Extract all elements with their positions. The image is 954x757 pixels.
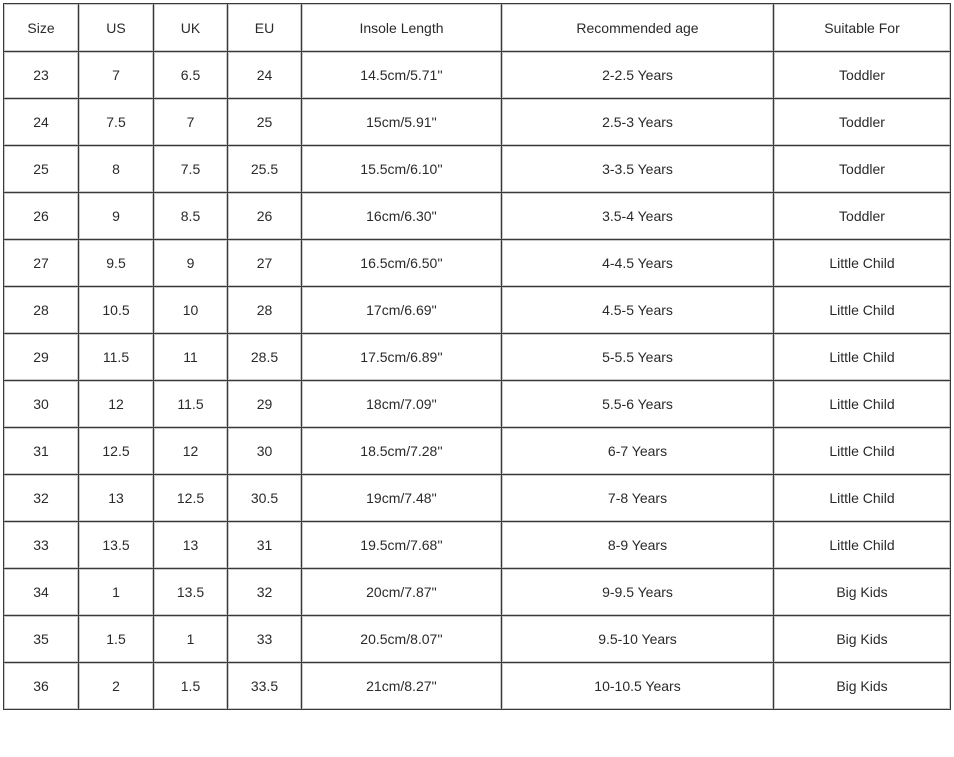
table-row: [4, 52, 951, 99]
cell-size: 26: [4, 193, 79, 240]
cell-recommended-age: 5.5-6 Years: [502, 381, 774, 428]
cell-suitable-for: Big Kids: [774, 569, 951, 616]
cell-us: 13.5: [79, 522, 154, 569]
cell-eu: 28.5: [228, 334, 302, 381]
cell-us: 12.5: [79, 428, 154, 475]
cell-eu: 24: [228, 52, 302, 99]
cell-recommended-age: 2-2.5 Years: [502, 52, 774, 99]
cell-insole-length: 16.5cm/6.50'': [302, 240, 502, 287]
cell-uk: 7: [154, 99, 228, 146]
cell-us: 8: [79, 146, 154, 193]
cell-us: 2: [79, 663, 154, 710]
cell-us: 1.5: [79, 616, 154, 663]
cell-size: 25: [4, 146, 79, 193]
header-insole-length: Insole Length: [302, 4, 502, 52]
cell-suitable-for: Little Child: [774, 475, 951, 522]
cell-uk: 11: [154, 334, 228, 381]
table-header: [4, 4, 951, 52]
cell-recommended-age: 5-5.5 Years: [502, 334, 774, 381]
table-row: [4, 663, 951, 710]
cell-suitable-for: Toddler: [774, 99, 951, 146]
table-row: [4, 193, 951, 240]
cell-us: 11.5: [79, 334, 154, 381]
cell-us: 9: [79, 193, 154, 240]
cell-insole-length: 19.5cm/7.68'': [302, 522, 502, 569]
cell-insole-length: 20.5cm/8.07'': [302, 616, 502, 663]
cell-recommended-age: 10-10.5 Years: [502, 663, 774, 710]
table-row: [4, 569, 951, 616]
cell-insole-length: 15cm/5.91'': [302, 99, 502, 146]
header-uk: UK: [154, 4, 228, 52]
cell-insole-length: 21cm/8.27'': [302, 663, 502, 710]
header-row: [4, 4, 951, 52]
cell-suitable-for: Toddler: [774, 52, 951, 99]
cell-insole-length: 20cm/7.87'': [302, 569, 502, 616]
table-row: [4, 475, 951, 522]
cell-us: 1: [79, 569, 154, 616]
cell-uk: 6.5: [154, 52, 228, 99]
table-row: [4, 287, 951, 334]
cell-eu: 31: [228, 522, 302, 569]
size-chart-table: [3, 3, 951, 710]
cell-size: 36: [4, 663, 79, 710]
cell-us: 9.5: [79, 240, 154, 287]
cell-recommended-age: 3-3.5 Years: [502, 146, 774, 193]
cell-recommended-age: 3.5-4 Years: [502, 193, 774, 240]
table-row: [4, 146, 951, 193]
cell-insole-length: 18cm/7.09'': [302, 381, 502, 428]
cell-recommended-age: 2.5-3 Years: [502, 99, 774, 146]
cell-eu: 26: [228, 193, 302, 240]
cell-recommended-age: 4-4.5 Years: [502, 240, 774, 287]
cell-suitable-for: Big Kids: [774, 663, 951, 710]
cell-insole-length: 17.5cm/6.89'': [302, 334, 502, 381]
cell-size: 28: [4, 287, 79, 334]
cell-us: 7.5: [79, 99, 154, 146]
header-us: US: [79, 4, 154, 52]
cell-eu: 30.5: [228, 475, 302, 522]
cell-uk: 1: [154, 616, 228, 663]
cell-suitable-for: Little Child: [774, 334, 951, 381]
cell-uk: 1.5: [154, 663, 228, 710]
cell-us: 7: [79, 52, 154, 99]
cell-uk: 13.5: [154, 569, 228, 616]
cell-eu: 33.5: [228, 663, 302, 710]
cell-uk: 13: [154, 522, 228, 569]
cell-recommended-age: 9-9.5 Years: [502, 569, 774, 616]
header-recommended-age: Recommended age: [502, 4, 774, 52]
table-row: [4, 334, 951, 381]
cell-insole-length: 15.5cm/6.10'': [302, 146, 502, 193]
table-row: [4, 428, 951, 475]
cell-uk: 11.5: [154, 381, 228, 428]
cell-uk: 12: [154, 428, 228, 475]
cell-size: 30: [4, 381, 79, 428]
cell-size: 32: [4, 475, 79, 522]
cell-uk: 10: [154, 287, 228, 334]
cell-recommended-age: 4.5-5 Years: [502, 287, 774, 334]
header-eu: EU: [228, 4, 302, 52]
cell-suitable-for: Big Kids: [774, 616, 951, 663]
cell-size: 23: [4, 52, 79, 99]
cell-insole-length: 17cm/6.69'': [302, 287, 502, 334]
cell-suitable-for: Little Child: [774, 381, 951, 428]
table-row: [4, 99, 951, 146]
cell-suitable-for: Toddler: [774, 146, 951, 193]
cell-recommended-age: 7-8 Years: [502, 475, 774, 522]
cell-insole-length: 18.5cm/7.28'': [302, 428, 502, 475]
cell-recommended-age: 6-7 Years: [502, 428, 774, 475]
header-suitable-for: Suitable For: [774, 4, 951, 52]
cell-eu: 32: [228, 569, 302, 616]
cell-insole-length: 19cm/7.48'': [302, 475, 502, 522]
cell-eu: 27: [228, 240, 302, 287]
header-size: Size: [4, 4, 79, 52]
cell-eu: 30: [228, 428, 302, 475]
cell-size: 35: [4, 616, 79, 663]
cell-us: 12: [79, 381, 154, 428]
table-row: [4, 616, 951, 663]
cell-us: 10.5: [79, 287, 154, 334]
table-body: [4, 52, 951, 710]
cell-recommended-age: 8-9 Years: [502, 522, 774, 569]
cell-suitable-for: Toddler: [774, 193, 951, 240]
cell-suitable-for: Little Child: [774, 240, 951, 287]
cell-suitable-for: Little Child: [774, 522, 951, 569]
cell-size: 31: [4, 428, 79, 475]
cell-size: 33: [4, 522, 79, 569]
cell-uk: 12.5: [154, 475, 228, 522]
cell-eu: 25.5: [228, 146, 302, 193]
table-row: [4, 381, 951, 428]
cell-insole-length: 16cm/6.30'': [302, 193, 502, 240]
table-row: [4, 240, 951, 287]
cell-insole-length: 14.5cm/5.71'': [302, 52, 502, 99]
cell-eu: 25: [228, 99, 302, 146]
cell-uk: 8.5: [154, 193, 228, 240]
table-row: [4, 522, 951, 569]
cell-eu: 28: [228, 287, 302, 334]
cell-uk: 9: [154, 240, 228, 287]
cell-size: 34: [4, 569, 79, 616]
cell-uk: 7.5: [154, 146, 228, 193]
cell-suitable-for: Little Child: [774, 428, 951, 475]
cell-suitable-for: Little Child: [774, 287, 951, 334]
cell-eu: 29: [228, 381, 302, 428]
cell-recommended-age: 9.5-10 Years: [502, 616, 774, 663]
cell-size: 24: [4, 99, 79, 146]
cell-us: 13: [79, 475, 154, 522]
cell-size: 29: [4, 334, 79, 381]
cell-eu: 33: [228, 616, 302, 663]
cell-size: 27: [4, 240, 79, 287]
